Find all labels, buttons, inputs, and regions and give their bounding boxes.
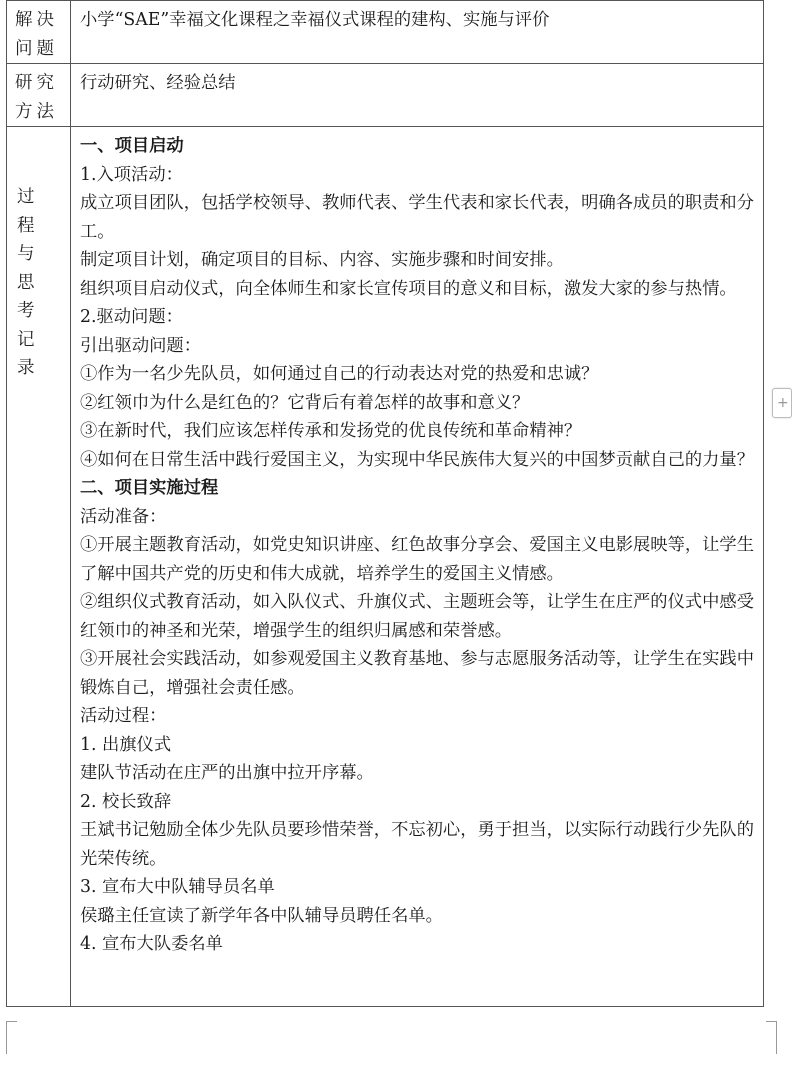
paragraph[interactable]: 4. 宣布大队委名单 <box>80 934 223 954</box>
paragraph[interactable]: 活动准备： <box>80 506 167 527</box>
content-cell-problem[interactable] <box>71 1 764 64</box>
label-process-char: 思 <box>17 272 35 293</box>
paragraph[interactable]: 成立项目团队，包括学校领导、教师代表、学生代表和家长代表，明确各成员的职责和分工。 <box>80 193 754 242</box>
paragraph[interactable]: ②组织仪式教育活动，如入队仪式、升旗仪式、主题班会等，让学生在庄严的仪式中感受红领巾的神圣和光荣，增强学生的组织归属感和荣誉感。 <box>80 592 754 641</box>
paragraph[interactable]: 引出驱动问题： <box>80 335 201 356</box>
paragraph[interactable]: ③开展社会实践活动，如参观爱国主义教育基地、参与志愿服务活动等，让学生在实践中锻炼自己，增强社会责任感。 <box>80 649 754 698</box>
label-process-char: 程 <box>17 215 35 236</box>
paragraph[interactable]: 组织项目启动仪式，向全体师生和家长宣传项目的意义和目标，激发大家的参与热情。 <box>80 278 737 299</box>
paragraph[interactable]: 1. 出旗仪式 <box>80 734 172 755</box>
paragraph[interactable]: 1.入项活动： <box>80 164 183 185</box>
label-method <box>7 64 70 126</box>
paragraph[interactable]: 2.驱动问题： <box>80 307 183 327</box>
label-process-char: 过 <box>17 187 35 207</box>
label-process-char: 考 <box>17 301 35 321</box>
paragraph[interactable]: 2. 校长致辞 <box>80 791 172 812</box>
paragraph[interactable]: 建队节活动在庄严的出旗中拉开序幕。 <box>80 763 374 783</box>
paragraph[interactable]: 侯璐主任宣读了新学年各中队辅导员聘任名单。 <box>80 905 443 926</box>
row-problem <box>7 1 764 64</box>
label-line: 方法 <box>15 101 58 122</box>
label-process-char: 记 <box>17 329 35 350</box>
label-line: 研究 <box>15 73 58 93</box>
row-process <box>7 127 764 1007</box>
paragraph[interactable]: 活动过程： <box>80 706 167 726</box>
paragraph[interactable]: 制定项目计划，确定项目的目标、内容、实施步骤和时间安排。 <box>80 250 564 270</box>
section-heading[interactable]: 二、项目实施过程 <box>80 478 219 498</box>
content-cell-process[interactable] <box>71 127 764 1007</box>
label-cell-method <box>7 64 71 127</box>
label-cell-process <box>7 127 71 1007</box>
label-process <box>7 127 70 383</box>
paragraph[interactable]: 3. 宣布大中队辅导员名单 <box>80 877 275 897</box>
paragraph[interactable]: ①开展主题教育活动，如党史知识讲座、红色故事分享会、爱国主义电影展映等，让学生了解中国共产党的历史和伟大成就，培养学生的爱国主义情感。 <box>80 535 754 584</box>
page-corner-mark-left <box>6 1021 17 1054</box>
label-line: 解决 <box>15 10 58 30</box>
section-heading[interactable]: 一、项目启动 <box>80 136 184 156</box>
label-cell-problem <box>7 1 71 64</box>
paragraph[interactable]: ④如何在日常生活中践行爱国主义，为实现中华民族伟大复兴的中国梦贡献自己的力量？ <box>80 449 754 470</box>
add-column-handle-icon[interactable]: + <box>772 388 792 418</box>
paragraph[interactable]: ③在新时代，我们应该怎样传承和发扬党的优良传统和革命精神？ <box>80 421 582 441</box>
label-process-char: 录 <box>17 358 35 378</box>
label-line: 问题 <box>15 38 58 59</box>
method-text[interactable]: 行动研究、经验总结 <box>80 73 236 93</box>
content-cell-method[interactable] <box>71 64 764 127</box>
page-corner-mark-right <box>766 1021 777 1054</box>
problem-text[interactable]: 小学“SAE”幸福文化课程之幸福仪式课程的建构、实施与评价 <box>80 10 550 30</box>
label-problem <box>7 1 70 63</box>
process-content[interactable] <box>71 127 763 959</box>
row-method <box>7 64 764 127</box>
paragraph[interactable]: ②红领巾为什么是红色的？它背后有着怎样的故事和意义？ <box>80 392 530 413</box>
label-process-char: 与 <box>17 244 35 264</box>
document-table <box>6 0 764 1007</box>
paragraph[interactable]: ①作为一名少先队员，如何通过自己的行动表达对党的热爱和忠诚？ <box>80 364 599 384</box>
paragraph[interactable]: 王斌书记勉励全体少先队员要珍惜荣誉，不忘初心，勇于担当，以实际行动践行少先队的光荣传统。 <box>80 820 754 869</box>
